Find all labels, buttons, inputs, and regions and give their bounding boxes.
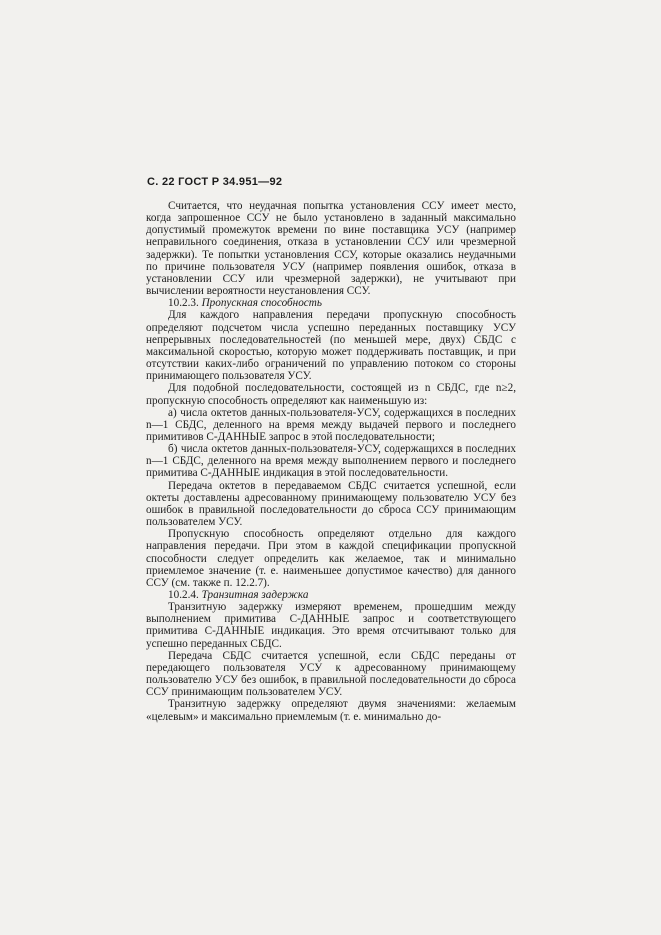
section-title: Транзитная задержка: [201, 589, 309, 601]
paragraph: Для подобной последовательности, состоящей из n СБДС, где n≥2, пропускную способность определяют как наименьшую из:: [146, 382, 516, 407]
paragraph: Считается, что неудачная попытка установления ССУ имеет место, когда запрошенное ССУ не было установлено в заданный максимально допустимый промежуток времени по вине поставщика УСУ (например неправильного соединения, отказа в установлении ССУ или чрезмерной задержки). Те попытки установления ССУ, которые оказались неудачными по причине пользователя УСУ (например появления ошибок, отказа в установлении ССУ или чрезмерной задержки), не учитывают при вычислении вероятности неустановления ССУ.: [146, 200, 516, 298]
body-text: [146, 200, 516, 723]
list-item-a: а) числа октетов данных-пользователя-УСУ, содержащихся в последних n—1 СБДС, деленного на время между выдачей первого и последнего примитивов С-ДАННЫЕ запрос в этой последовательности;: [146, 406, 516, 443]
paragraph: Транзитную задержку измеряют временем, прошедшим между выполнением примитива С-ДАННЫЕ запрос и соответствующего примитива С-ДАННЫЕ индикация. Это время отсчитывают только для успешно переданных СБДС.: [146, 601, 516, 650]
paragraph: Для каждого направления передачи пропускную способность определяют подсчетом числа успешно переданных поставщику УСУ непрерывных последовательностей (по меньшей мере, двух) СБДС с максимальной скоростью, которую может поддерживать поставщик, и при отсутствии каких-либо ограничений по управлению потоком со стороны принимающего пользователя УСУ.: [146, 309, 516, 383]
list-item-b: б) числа октетов данных-пользователя-УСУ, содержащихся в последних n—1 СБДС, деленного на время между выполнением первого и последнего примитива С-ДАННЫЕ индикация в этой последовательности.: [146, 443, 516, 480]
paragraph: Передача СБДС считается успешной, если СБДС переданы от передающего пользователя УСУ к адресованному принимающему пользователю УСУ без ошибок, в правильной последовательности до сброса ССУ принимающим пользователем УСУ.: [146, 649, 516, 699]
section-title: Пропускная способность: [201, 297, 322, 310]
paragraph: Передача октетов в передаваемом СБДС считается успешной, если октеты доставлены адресованному принимающему пользователю УСУ без ошибок в правильной последовательности до сброса ССУ принимающим пользователем УСУ.: [146, 479, 516, 529]
section-number: 10.2.4.: [168, 589, 199, 601]
section-heading-10-2-3: [146, 297, 516, 309]
page-header: С. 22 ГОСТ Р 34.951—92: [147, 176, 283, 188]
paragraph: Транзитную задержку определяют двумя значениями: желаемым «целевым» и максимально приемлемым (т. е. минимально до-: [146, 698, 516, 723]
section-number: 10.2.3.: [168, 297, 199, 310]
paragraph: Пропускную способность определяют отдельно для каждого направления передачи. При этом в каждой спецификации пропускной способности следует определить как желаемое, так и минимально приемлемое значение (т. е. наименьшее допустимое качество) для данного ССУ (см. также п. 12.2.7).: [146, 528, 516, 589]
section-heading-10-2-4: [146, 589, 516, 601]
